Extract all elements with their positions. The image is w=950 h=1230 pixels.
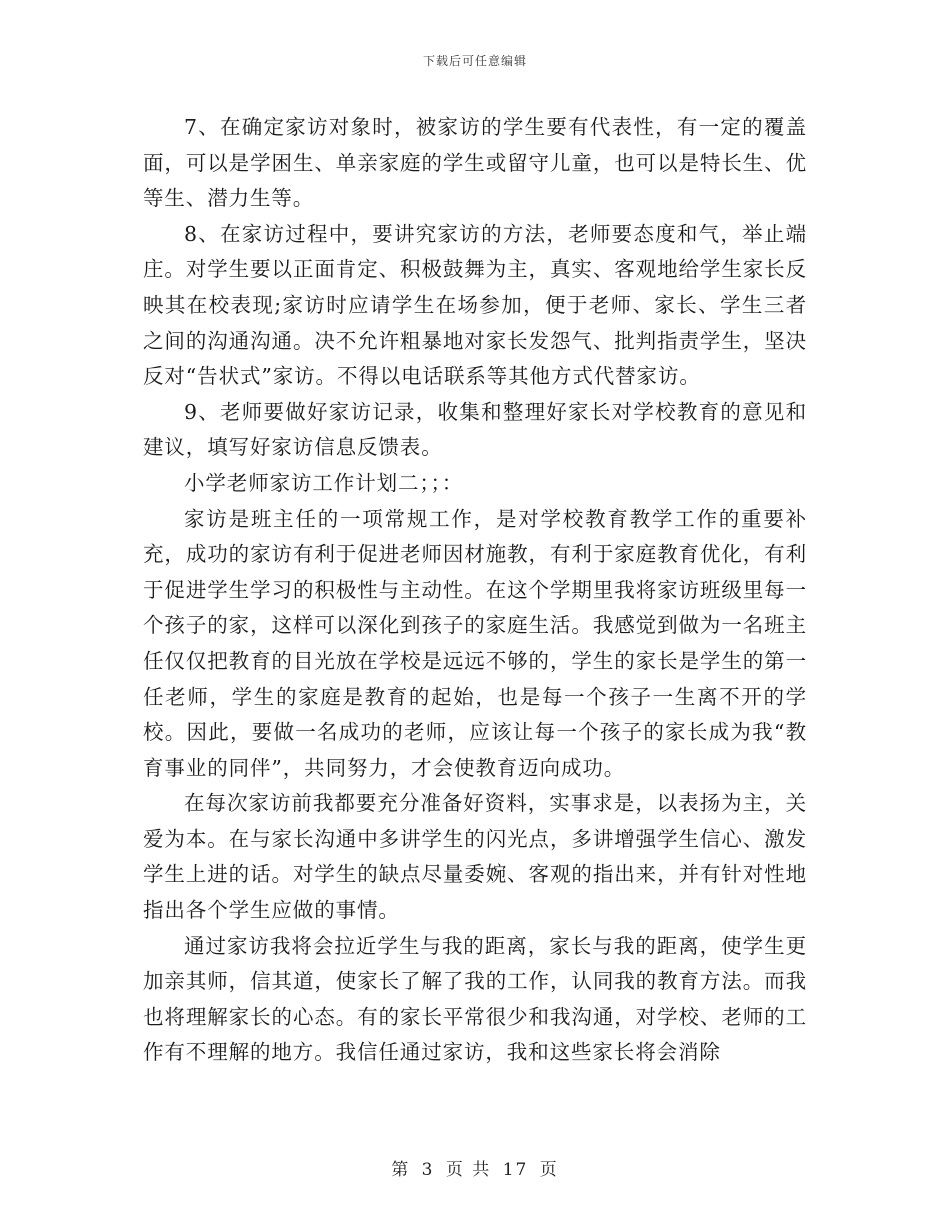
total-pages-number: 17	[502, 1160, 529, 1180]
document-body	[143, 110, 807, 1071]
paragraph-preparation: 在每次家访前我都要充分准备好资料，实事求是，以表扬为主，关爱为本。在与家长沟通中多讲学生的闪光点，多讲增强学生信心、激发学生上进的话。对学生的缺点尽量委婉、客观的指出来，并有针对性地指出各个学生应做的事情。	[143, 791, 807, 923]
paragraph-benefits: 通过家访我将会拉近学生与我的距离，家长与我的距离，使学生更加亲其师，信其道，使家长了解了我的工作，认同我的教育方法。而我也将理解家长的心态。有的家长平常很少和我沟通，对学校、老师的工作有不理解的地方。我信任通过家访，我和这些家长将会消除	[143, 933, 807, 1065]
paragraph-item-8: 8、在家访过程中，要讲究家访的方法，老师要态度和气，举止端庄。对学生要以正面肯定、积极鼓舞为主，真实、客观地给学生家长反映其在校表现;家访时应请学生在场参加，便于老师、家长、学生三者之间的沟通沟通。决不允许粗暴地对家长发怨气、批判指责学生，坚决反对“告状式”家访。不得以电话联系等其他方式代替家访。	[143, 221, 807, 389]
footer-suffix: 页	[539, 1160, 559, 1180]
footer-middle: 页 共	[445, 1160, 492, 1180]
paragraph-item-9: 9、老师要做好家访记录，收集和整理好家长对学校教育的意见和建议，填写好家访信息反馈表。	[143, 399, 807, 460]
page-footer	[0, 1155, 950, 1180]
paragraph-home-visit-intro: 家访是班主任的一项常规工作，是对学校教育教学工作的重要补充，成功的家访有利于促进老师因材施教，有利于家庭教育优化，有利于促进学生学习的积极性与主动性。在这个学期里我将家访班级里每一个孩子的家，这样可以深化到孩子的家庭生活。我感觉到做为一名班主任仅仅把教育的目光放在学校是远远不够的，学生的家长是学生的第一任老师，学生的家庭是教育的起始，也是每一个孩子一生离不开的学校。因此，要做一名成功的老师，应该让每一个孩子的家长成为我“教育事业的同伴”，共同努力，才会使教育迈向成功。	[143, 506, 807, 780]
page-header-note: 下载后可任意编辑	[422, 54, 527, 68]
current-page-number: 3	[421, 1160, 435, 1180]
footer-prefix: 第	[391, 1160, 411, 1180]
paragraph-item-7: 7、在确定家访对象时，被家访的学生要有代表性，有一定的覆盖面，可以是学困生、单亲家庭的学生或留守儿童，也可以是特长生、优等生、潜力生等。	[143, 115, 807, 211]
section-heading: 小学老师家访工作计划二；；：	[184, 470, 464, 495]
